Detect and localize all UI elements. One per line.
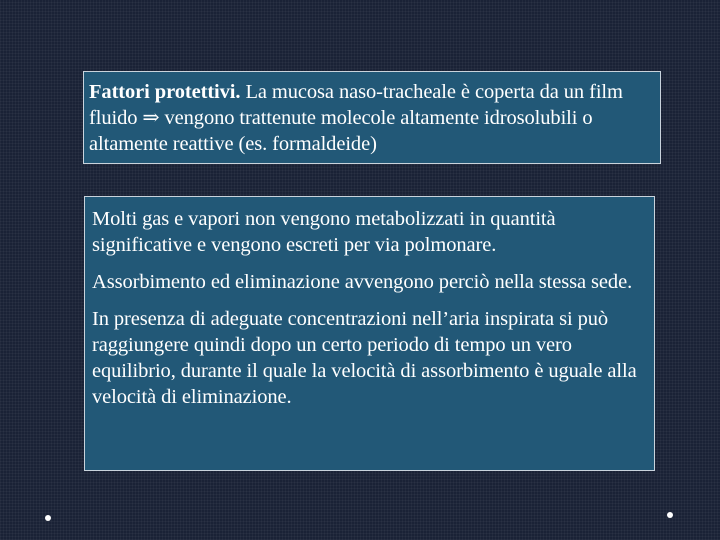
protective-factors-box <box>83 71 661 164</box>
text-before-arrow: La mucosa naso-tracheale è coperta da un film fluido <box>89 81 623 129</box>
paragraph-equilibrium: In presenza di adeguate concentrazioni nell’aria inspirata si può raggiungere quindi dopo un certo periodo di tempo un vero equilibrio, durante il quale la velocità di assorbimento è uguale alla velocità di eliminazione. <box>92 308 637 408</box>
bullet-dot-right <box>667 512 673 518</box>
text-after-arrow: vengono trattenute molecole altamente idrosolubili o altamente reattive (es. formaldeide) <box>89 107 593 155</box>
protective-factors-text <box>89 79 654 157</box>
protective-factors-heading: Fattori protettivi. <box>89 81 241 103</box>
bullet-dot-left <box>45 515 51 521</box>
implies-arrow-icon: ⇒ <box>142 107 160 129</box>
paragraph-same-site: Assorbimento ed eliminazione avvengono perciò nella stessa sede. <box>92 271 633 293</box>
elimination-box <box>84 196 655 471</box>
paragraph-metabolism: Molti gas e vapori non vengono metabolizzati in quantità significative e vengono escreti per via polmonare. <box>92 208 556 256</box>
